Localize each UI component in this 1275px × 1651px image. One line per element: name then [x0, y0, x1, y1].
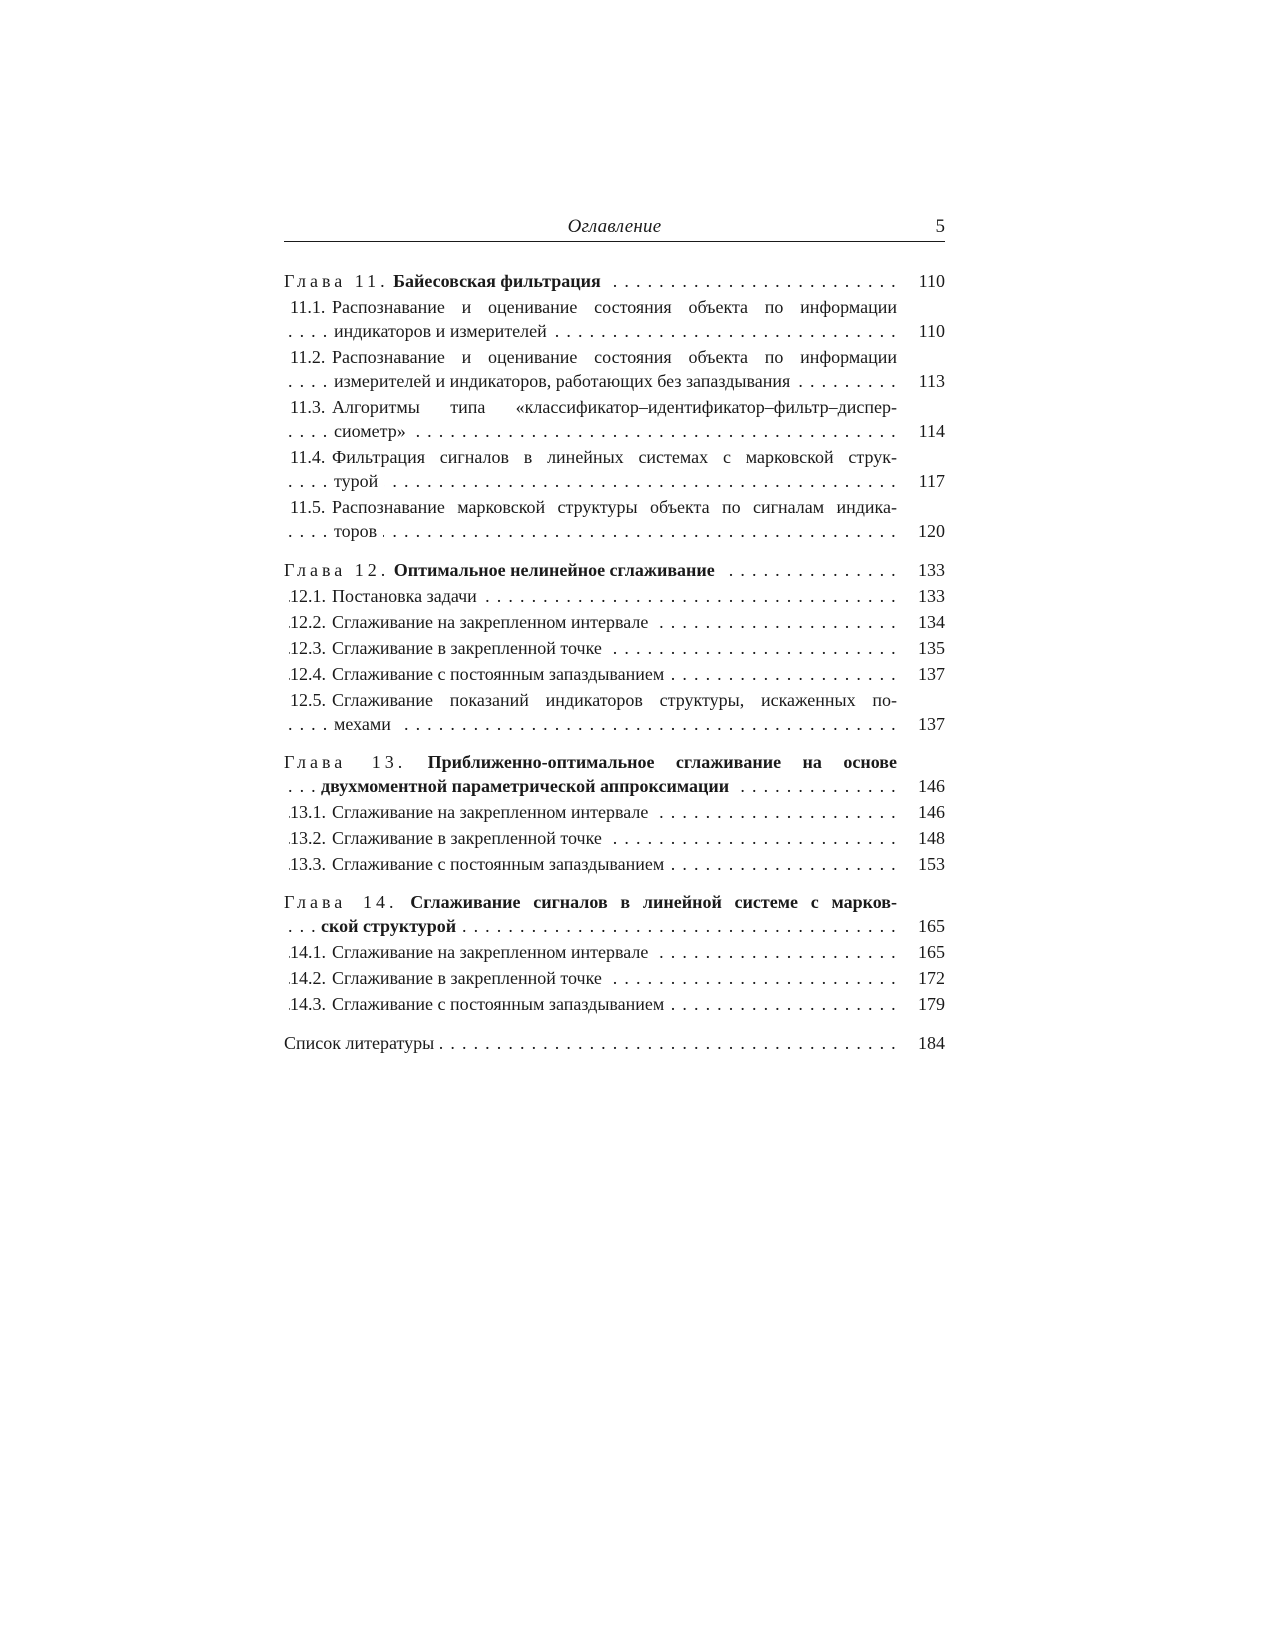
- section-number: 12.2.: [290, 612, 326, 632]
- section-title-line2: торов: [334, 521, 383, 541]
- section-number: 13.3.: [290, 854, 326, 874]
- page-ref: 113: [918, 371, 945, 391]
- page-ref: 172: [918, 968, 945, 988]
- header-title: Оглавление: [567, 216, 662, 237]
- toc-section-13-3[interactable]: [284, 852, 945, 876]
- page-ref: 137: [918, 664, 945, 684]
- section-title-line1: Фильтрация сигналов в линейных системах с марковской струк-: [332, 447, 897, 467]
- toc-section-12-3[interactable]: [284, 636, 945, 660]
- section-title-line1: Сглаживание показаний индикаторов структуры, искаженных по-: [332, 690, 897, 710]
- section-title: Сглаживание на закрепленном интервале: [332, 612, 649, 632]
- page-ref: 133: [918, 560, 945, 580]
- toc-section-14-2[interactable]: [284, 966, 945, 990]
- toc-section-12-1[interactable]: [284, 584, 945, 608]
- section-title-line1: Распознавание и оценивание состояния объекта по информации: [332, 347, 897, 367]
- section-title-line2: сиометр»: [334, 421, 412, 441]
- toc-section-13-1[interactable]: [284, 800, 945, 824]
- page-ref: 179: [918, 994, 945, 1014]
- section-title: Сглаживание на закрепленном интервале: [332, 802, 649, 822]
- section-number: 14.1.: [290, 942, 326, 962]
- section-number: 14.3.: [290, 994, 326, 1014]
- section-title: Сглаживание в закрепленной точке: [332, 968, 602, 988]
- page-ref: 134: [918, 612, 945, 632]
- chapter-title-line2: двухмоментной параметрической аппроксимации: [321, 776, 735, 796]
- section-number: 11.1.: [290, 297, 326, 317]
- section-title-line1: Распознавание марковской структуры объекта по сигналам индика-: [332, 497, 897, 517]
- section-number: 13.2.: [290, 828, 326, 848]
- page-ref: 135: [918, 638, 945, 658]
- toc-page: [284, 213, 945, 1053]
- chapter-title-line1: Приближенно-оптимальное сглаживание на основе: [427, 752, 897, 772]
- running-header: [284, 213, 945, 242]
- section-title-line1: Распознавание и оценивание состояния объекта по информации: [332, 297, 897, 317]
- section-title: Сглаживание на закрепленном интервале: [332, 942, 649, 962]
- section-number: 14.2.: [290, 968, 326, 988]
- references-title: Список литературы: [284, 1033, 440, 1053]
- page-ref: 120: [918, 521, 945, 541]
- page-ref: 146: [918, 776, 945, 796]
- section-number: 11.3.: [290, 397, 326, 417]
- section-title: Сглаживание с постоянным запаздыванием: [332, 854, 665, 874]
- section-title-line2: турой: [334, 471, 384, 491]
- page-ref: 165: [918, 942, 945, 962]
- toc-section-11-3[interactable]: [284, 395, 945, 443]
- toc-references[interactable]: [284, 1031, 945, 1055]
- toc-chapter-14[interactable]: [284, 890, 945, 938]
- toc-section-11-2[interactable]: [284, 345, 945, 393]
- table-of-contents: [284, 269, 945, 1055]
- toc-section-12-5[interactable]: [284, 688, 945, 736]
- toc-chapter-13[interactable]: [284, 750, 945, 798]
- chapter-label: Глава 14.: [284, 892, 398, 912]
- section-number: 12.5.: [290, 690, 326, 710]
- section-title: Постановка задачи: [332, 586, 477, 606]
- section-title-line2: измерителей и индикаторов, работающих без запаздывания: [334, 371, 796, 391]
- toc-chapter-11[interactable]: [284, 269, 945, 293]
- section-title: Сглаживание в закрепленной точке: [332, 638, 602, 658]
- section-title-line1: Алгоритмы типа «классификатор–идентификатор–фильтр–диспер-: [332, 397, 897, 417]
- section-number: 13.1.: [290, 802, 326, 822]
- chapter-title: Оптимальное нелинейное сглаживание: [393, 560, 715, 580]
- section-title-line2: индикаторов и измерителей: [334, 321, 553, 341]
- page-ref: 146: [918, 802, 945, 822]
- section-title: Сглаживание с постоянным запаздыванием: [332, 994, 665, 1014]
- page-ref: 148: [918, 828, 945, 848]
- page-ref: 133: [918, 586, 945, 606]
- page-ref: 114: [918, 421, 945, 441]
- section-title: Сглаживание с постоянным запаздыванием: [332, 664, 665, 684]
- chapter-label: Глава 11.: [284, 271, 389, 291]
- toc-section-11-5[interactable]: [284, 495, 945, 543]
- page-ref: 110: [918, 321, 945, 341]
- section-number: 11.4.: [290, 447, 326, 467]
- chapter-title-line2: ской структурой: [321, 916, 462, 936]
- toc-section-13-2[interactable]: [284, 826, 945, 850]
- section-number: 11.5.: [290, 497, 326, 517]
- chapter-label: Глава 12.: [284, 560, 390, 580]
- toc-section-12-2[interactable]: [284, 610, 945, 634]
- toc-section-12-4[interactable]: [284, 662, 945, 686]
- page-ref: 184: [918, 1033, 945, 1053]
- section-number: 11.2.: [290, 347, 326, 367]
- header-page-number: 5: [935, 216, 945, 237]
- toc-section-11-4[interactable]: [284, 445, 945, 493]
- section-number: 12.3.: [290, 638, 326, 658]
- chapter-label: Глава 13.: [284, 752, 407, 772]
- chapter-title-line1: Сглаживание сигналов в линейной системе с марков-: [410, 892, 897, 912]
- toc-chapter-12[interactable]: [284, 558, 945, 582]
- page-ref: 110: [918, 271, 945, 291]
- toc-section-14-3[interactable]: [284, 992, 945, 1016]
- section-title-line2: мехами: [334, 714, 397, 734]
- page-ref: 117: [918, 471, 945, 491]
- page-ref: 153: [918, 854, 945, 874]
- page-ref: 137: [918, 714, 945, 734]
- chapter-title: Байесовская фильтрация: [393, 271, 601, 291]
- section-number: 12.1.: [290, 586, 326, 606]
- section-number: 12.4.: [290, 664, 326, 684]
- section-title: Сглаживание в закрепленной точке: [332, 828, 602, 848]
- toc-section-14-1[interactable]: [284, 940, 945, 964]
- page-ref: 165: [918, 916, 945, 936]
- toc-section-11-1[interactable]: [284, 295, 945, 343]
